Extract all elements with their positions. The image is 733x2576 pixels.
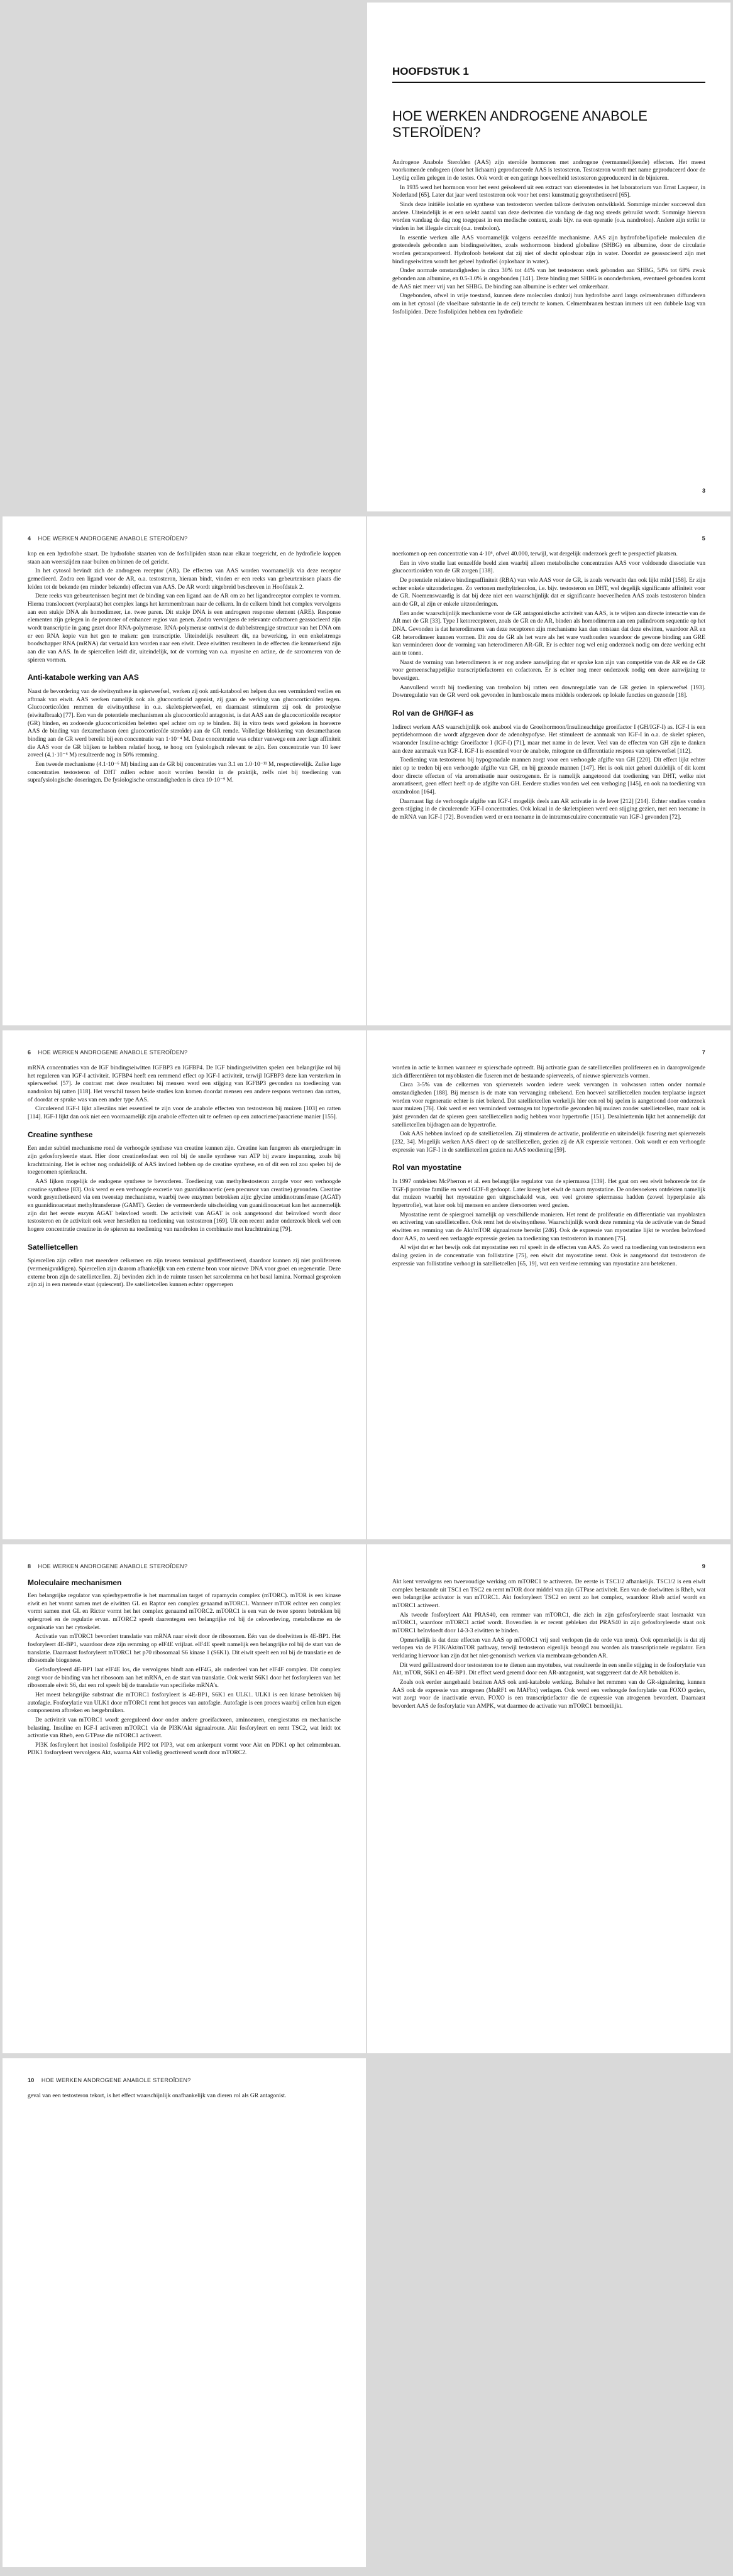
- section-heading: Anti-katabole werking van AAS: [28, 673, 139, 682]
- page-9: [367, 1544, 730, 2053]
- paragraph: Het meest belangrijke substraat die mTORC1 fosforyleert is 4E-BP1, S6K1 en ULK1. ULK1 is een kinase betrokken bij autofagie. Fosforylatie van ULK1 door mTORC1 remt het proces van autofagie. Autofagie is een proces waarbij cellen hun eigen componenten afbreken en hergebruiken.: [28, 1691, 341, 1715]
- page-7-body: [392, 1064, 705, 1268]
- paragraph: Zoals ook eerder aangehaald bezitten AAS ook anti-katabole werking. Behalve het remmen van de GR-signalering, kunnen AAS ook de expressie van atrogenen (MuRF1 en MAFbx) verlagen. Ook werd een verhoogde fosforylatie van FOXO gezien, wat zorgt voor de inactivatie ervan. FOXO is een transcriptiefactor die de expressie van atrogenen bevordert. Daarnaast bevordert AAS de fosforylatie van AMPK, wat daarmee de activatie van mTORC1 bemoeilijkt.: [392, 1678, 705, 1710]
- paragraph: In het cytosol bevindt zich de androgeen receptor (AR). De effecten van AAS worden voornamelijk via deze receptor gemedieerd. Zodra een ligand voor de AR, o.a. testosteron, hieraan bindt, vinden er een reeks van gebeurtenissen plaats die leiden tot de bekende (en minder bekende) effecten van AAS. De AR wordt uitgebreid beschreven in Hoofdstuk 2.: [28, 567, 341, 591]
- paragraph: Een ander subtiel mechanisme rond de verhoogde synthese van creatine kunnen zijn. Creatine kan fungeren als energiedrager in zijn gefosforyleerde staat. Hier door creatinefosfaat een rol bij de snelle synthese van ATP bij zware inspanning, zoals bij krachttraining. Het is echter nog onduidelijk of AAS invloed hebben op de creatine synthese, en of dit een rol zou spelen bij de toegenomen spierkracht.: [28, 1145, 341, 1176]
- page-7: [367, 1030, 730, 1539]
- running-head: [28, 535, 341, 542]
- paragraph: Sinds deze initiële isolatie en synthese van testosteron werden talloze derivaten ontwikkeld. Sommige minder succesvol dan andere. Uiteindelijk is er een selekt aantal van deze derivaten die vandaag de dag nog steeds gebruikt wordt. Sommige hiervan worden vandaag de dag nog toegepast in een medische context, zoals bijv. na een operatie (o.a. nandrolon). Andere zijn strikt te vinden in het illegale circuit (o.a. trenbolon).: [392, 201, 705, 232]
- paragraph: mRNA concentraties van de IGF bindingseiwitten IGFBP3 en IGFBP4. De IGF bindingseiwitten spelen een belangrijke rol bij het reguleren van IGF-I activiteit. IGFBP4 heeft een remmend effect op IGF-I activiteit, terwijl IGFBP3 deze kan versterken in spierweefsel [57]. Je contrast met deze resultaten bij mensen werd een stijging van IGFBP3 gevonden na toediening van nandrolon bij ratten [118]. Het verschil tussen beide studies kan komen doordat mensen een andere respons vertonen dan ratten, of doordat er sprake was van een ander type AAS.: [28, 1064, 341, 1103]
- running-head-title: HOE WERKEN ANDROGENE ANABOLE STEROÏDEN?: [38, 535, 188, 542]
- running-head: [28, 1049, 341, 1056]
- paragraph: Akt kent vervolgens een tweevoudige werking om mTORC1 te activeren. De eerste is TSC1/2 afhankelijk. TSC1/2 is een eiwit complex bestaande uit TSC1 en TSC2 en remt mTOR door middel van zijn GTPase activiteit. Een van de doelwitten is Rheb, wat een belangrijke activator is van mTORC1. Akt fosforyleert TSC2 en remt zo het complex, waardoor Rheb actief wordt en mTORC1 activeert.: [392, 1578, 705, 1609]
- paragraph: Circa 3-5% van de celkernen van spiervezels worden iedere week vervangen in volwassen ratten onder normale omstandigheden [188]. Bij mensen is de mate van vervanging onbekend. Een hoeveel satellietcellen zouden terplaatse ingezet worden voor regeneratie echter is niet bekend. Dat satellietcellen werkelijk hier een rol bij spelen is aangetoond door onderzoek naar muizen [76]. Ook werd er een verminderd vermogen tot hypertrofie gevonden bij muizen zonder satellietcellen, maar ook is juist gevonden dat de spieren geen satellietcellen nodig hebben voor hypertrofie [151]. Desalniettemin lijkt het aannemelijk dat satellietcellen bijdragen aan de hypertrofie.: [392, 1081, 705, 1128]
- running-head-title: HOE WERKEN ANDROGENE ANABOLE STEROÏDEN?: [38, 1563, 188, 1569]
- page-number: 6: [28, 1049, 31, 1056]
- chapter-label: HOOFDSTUK 1: [392, 65, 705, 83]
- section-heading: Satellietcellen: [28, 1242, 79, 1252]
- section-heading: Rol van de GH/IGF-I as: [392, 708, 474, 718]
- paragraph: Deze reeks van gebeurtenissen begint met de binding van een ligand aan de AR om zo het ligandreceptor complex te vormen. Hierna transloceert (verplaatst) het complex langs het kernmembraan naar de celkern. In de celkern bindt het complex vervolgens aan een stukje DNA als homodimeer, i.e. twee paren. Dit stukje DNA is een androgeen response element (ARE). Response elementen zijn gelegen in de promoter of enhancer regios van genen. Zodra vervolgens de relevante cofactoren geassocieerd zijn wordt transcriptie in gang gezet door RNA-polymerase. RNA-polymerase onttwist de dubbelstrengige structuur van het DNA om er een RNA kopie van het gen te maken: gen transcriptie. Uiteindelijk resulteert dit, na bewerking, in een enkelstrengs boodschapper RNA (mRNA) dat vertaald kan worden naar een eiwit. Deze eiwitten resulteren in de effecten die kenmerkend zijn aan die van AAS. In de spiercellen leidt dit, uiteindelijk, tot de vorming van o.a. myosine en actine, de de sarcomeren van de spieren vormen.: [28, 592, 341, 663]
- page-number: 5: [702, 535, 705, 542]
- page-6-body: [28, 1064, 341, 1289]
- paragraph: Als tweede fosforyleert Akt PRAS40, een remmer van mTORC1, die zich in zijn gefosforyleerde staat losmaakt van mTORC1, waardoor mTORC1 actief wordt. Bovendien is er recent gebleken dat PRAS40 in zijn gefosforyleerde staat ook mTORC1 beïnvloedt door 14-3-3 eiwitten te binden.: [392, 1611, 705, 1634]
- paragraph: Daarnaast ligt de verhoogde afgifte van IGF-I mogelijk deels aan AR activatie in de lever [212] [214]. Echter studies vonden geen stijging in de circulerende IGF-I concentraties. Ook lokaal in de skeletspieren werd een stijging gezien, met een toename in de mRNA van IGF-I [72]. Bovendien werd er een toename in de intramusculaire concentratie van IGF-I gevonden [72].: [392, 797, 705, 821]
- paragraph: Naast de bevordering van de eiwitsynthese in spierweefsel, werken zij ook anti-katabool en helpen dus een verminderd verlies en afbraak van eiwit. AAS werken namelijk ook als glucocorticoïd agonist, zij gaan de werking van glucocorticoïden tegen. Glucocorticoïden remmen de eiwitsynthese in o.a. skeletspierweefsel, en daarnaast stimuleren zij ook de proteolyse (eiwitafbraak) [77]. Een van de potentiele mechanismen als glucocorticoïd antagonist, is dat AAS aan de glucocorticoïde receptor (GR) binden, en zodoende glucocorticoïden beletten spel achter om op te binden. Bij in vitro tests werd gekeken in hoeverre AAS de binding van dexamethason (een glucocorticoïde steroïde) aan de GR remde. Volledige blokkering van dexamethason binding aan de GR werd bereikt bij een concentratie van 1·10⁻⁴ M. Deze concentratie was echter vanwege een zeer lage affiniteit die AAS voor de GR blijken te hebben relatief hoog, te hoog om fysiologisch relevant te zijn. Een concentratie van 10 keer zoveel (4.1·10⁻⁶ M) resulteerde nog in 50% remming.: [28, 688, 341, 759]
- paragraph: Aanvullend wordt bij toediening van trenbolon bij ratten een downregulatie van de GR gezien in spierweefsel [193]. Downregulatie van de GR werd ook gevonden in lumboscale mens middels onderzoek op lokale functies en gezonde [18].: [392, 684, 705, 699]
- page-4-body: [28, 550, 341, 785]
- paragraph: Androgene Anabole Steroïden (AAS) zijn steroïde hormonen met androgene (vermannelijkende) effecten. Het meest voorkomende endogeen (door het lichaam) geproduceerde AAS is testosteron. Testosteron wordt met name geproduceerd door de Leydig cellen gelegen in de testes. Ook wordt er een geringe hoeveelheid testosteron geproduceerd in de bijnieren.: [392, 158, 705, 182]
- page-number: 4: [28, 535, 31, 542]
- paragraph: In 1935 werd het hormoon voor het eerst geïsoleerd uit een extract van stierentestes in het laboratorium van Ernst Laqueur, in Nederland [65]. Later dat jaar werd testosteron ook voor het eerst kunstmatig gesynthetiseerd [65].: [392, 183, 705, 199]
- paragraph: De activiteit van mTORC1 wordt gereguleerd door onder andere groeifactoren, aminozuren, energiestatus en mechanische belasting. Insuline en IGF-I activeren mTORC1 via de PI3K/Akt signaalroute. Akt fosforyleert en remt TSC2, wat leidt tot activatie van Rheb, een GTPase die mTORC1 activeert.: [28, 1716, 341, 1740]
- paragraph: Naast de vorming van heterodimeren is er nog andere aanwijzing dat er sprake kan zijn van competitie van de AR en de GR voor gemeenschappelijke transcriptiefactoren en cofactoren. Er is echter nog meer onderzoek nodig om deze aanwijzing te bevestigen.: [392, 658, 705, 682]
- section-heading: Moleculaire mechanismen: [28, 1578, 122, 1587]
- page-8: [3, 1544, 366, 2053]
- paragraph: Myostatine remt de spiergroei namelijk op verschillende manieren. Het remt de proliferatie en differentiatie van myoblasten en activering van satellietcellen. Ook remt het de eiwitsynthese. Waarschijnlijk wordt deze remming via de activatie van de Smad eiwitten en remming van de Akt/mTOR signaalroute bereikt [246]. Ook de expressie van myostatine lijkt te worden beïnvloed door AAS, zo werd een verlaagde expressie gezien na toediening van testosteron in mannen [75].: [392, 1211, 705, 1242]
- page-number: 8: [28, 1563, 31, 1569]
- page-10: [3, 2058, 366, 2567]
- paragraph: PI3K fosforyleert het inositol fosfolipide PIP2 tot PIP3, wat een ankerpunt vormt voor Akt en PDK1 op het celmembraan. PDK1 fosforyleert vervolgens Akt, waarna Akt volledig geactiveerd wordt door mTORC2.: [28, 1741, 341, 1757]
- running-head-title: HOE WERKEN ANDROGENE ANABOLE STEROÏDEN?: [41, 2077, 191, 2083]
- paragraph: Ook AAS hebben invloed op de satellietcellen. Zij stimuleren de activatie, proliferatie en uiteindelijk fusering met spiervezels [232, 34]. Mogelijk werken AAS direct op de satellietcellen, gezien zij de AR expressie vertonen. Ook wordt er een verhoogde expressie van IGF-I in de satellietcellen gezien na AAS toediening [59].: [392, 1130, 705, 1154]
- paragraph: Al wijst dat er het bewijs ook dat myostatine een rol speelt in de effecten van AAS. Zo werd na toediening van testosteron een daling gezien in de concentratie van follistatine [75], een eiwit dat myostatine remt. Ook is aangetoond dat testosteron de expressie van follistatine verhoogt in satellietcellen [65, 19], wat een verdere remming van myostatine zou betekenen.: [392, 1244, 705, 1267]
- paragraph: Gefosforyleerd 4E-BP1 laat eIF4E los, die vervolgens bindt aan eIF4G, als onderdeel van het eIF4F complex. Dit complex zorgt voor de binding van het ribosoom aan het mRNA, en de start van translatie. Ook werkt S6K1 door het fosforyleren van het ribosomale eiwit S6, dat een rol speelt bij de translatie van specifieke mRNA's.: [28, 1666, 341, 1689]
- chapter-title: HOE WERKEN ANDROGENE ANABOLE STEROÏDEN?: [392, 108, 648, 141]
- paragraph: Een in vivo studie laat eenzelfde beeld zien waarbij alleen metabolische concentraties AAS voor voldoende dissociatie van glucocorticoïden van de GR zorgen [138].: [392, 559, 705, 575]
- paragraph: Een ander waarschijnlijk mechanisme voor de GR antagonistische activiteit van AAS, is te wijten aan directe interactie van de AR met de GR [33]. Type I ketoreceptoren, zoals de GR en de AR, binden als homodimeren aan een palindroom sequentie op het DNA. Gevonden is dat heterodimeren van deze receptoren zijn mechanisme kan dan ontstaan dat deze eiwitten, waardoor AR en GR heterodimeer kunnen vormen. Dit zou de GR als het ware als het ware vasthouden waardoor de gewone binding aan GRE kan verminderen door de vorming van heterodimeren AR-GR. Er is echter nog wel enig onderzoek nodig om deze werking echt aan te tonen.: [392, 609, 705, 657]
- page-5: [367, 516, 730, 1025]
- running-head: [28, 2077, 341, 2083]
- page-3: [367, 3, 730, 511]
- paragraph: geval van een testosteron tekort, is het effect waarschijnlijk onafhankelijk van dieren rol als GR antagonist.: [28, 2092, 287, 2099]
- paragraph: Opmerkelijk is dat deze effecten van AAS op mTORC1 vrij snel verlopen (in de orde van uren). Ook opmerkelijk is dat zij verlopen via de PI3K/Akt/mTOR pathway, terwijl testosteron eigenlijk beoogd zou worden als transcriptionele regulator. Een verklaring hiervoor kan zijn dat het niet-genomisch werken via membraan-gebonden AR.: [392, 1636, 705, 1659]
- paragraph: Onder normale omstandigheden is circa 30% tot 44% van het testosteron sterk gebonden aan SHBG, 54% tot 68% zwak gebonden aan albumine, en 0.5-3.0% is ongebonden [141]. Deze binding met SHBG is ononderbroken, eventueel gebonden komt de AAS niet meer vrij van het SHBG. De binding aan albumine is echter wel omkeerbaar.: [392, 267, 705, 290]
- page-6: [3, 1030, 366, 1539]
- paragraph: worden in actie te komen wanneer er spierschade optreedt. Bij activatie gaan de satellietcellen prolifereren en in daaropvolgende zich differentiëren tot myoblasten die fuseren met de bestaande spiervezels, of nieuwe spiervezels vormen.: [392, 1064, 705, 1079]
- page-3-body: [392, 159, 705, 316]
- paragraph: De potentiele relatieve bindingsaffiniteit (RBA) van vele AAS voor de GR, is zoals verwacht dan ook lijkt mild [158]. Er zijn echter enkele uitzonderingen. Zo vertonen methyltrienolon, i.e. bijv. testosteron en DHT, wel degelijk significante affiniteit voor de GR. Noemenswaardig is dat bij deze niet een waarschijnlijk dat er significante hoeveelheden AAS zoals testosteron binden aan de GR, al zijn er enkele uitzonderingen.: [392, 576, 705, 608]
- paragraph: In essentie werken alle AAS voornamelijk volgens eenzelfde mechanisme. AAS zijn hydrofobe/lipofiele moleculen die grotendeels gebonden aan bindingseiwitten, zoals sexhormoon bindend globuline (SHBG) en albumine, door de circulatie worden getransporteerd. Hydrofoob betekent dat zij niet of slecht oplosbaar zijn in water. Doordat ze geassocieerd zijn met bindingseiwitten wordt het geheel hydrofiel (oplosbaar in water).: [392, 234, 705, 265]
- running-head: [392, 535, 705, 542]
- paragraph: Dit werd geïllustreerd door testosteron toe te dienen aan myotubes, wat resulteerde in een snelle stijging in de fosforylatie van Akt, mTOR, S6K1 en 4E-BP1. Dit effect werd geremd door een AR-antagonist, wat suggereert dat de AR betrokken is.: [392, 1661, 705, 1677]
- paragraph: AAS lijken mogelijk de endogene synthese te bevorderen. Toediening van methyltestosteron zorgde voor een verhoogde creatine synthese [83]. Ook werd er een verhoogde excretie van guanidinoacetic (een precursor van creatine) gevonden. Creatine wordt gesynthetiseerd via een tweestap mechanisme, waarbij twee enzymen betrokken zijn: glycine amidinotransferase (AGAT) en guanidinoacetaat methyltransferase (GAMT). Gezien de vermeerderde uitscheiding van guanidinoacetaat kan het aannemelijk zijn dat het eerste enzym AGAT beïnvloed wordt. De activiteit van AGAT is ook aangetoond dat beïnvloed wordt door testosteron en de activiteit ook weer herstellen na toediening van testosteron [169]. Uit een recent ander onderzoek bleek wel een hogere concentratie creatine in de spieren na toediening van nandrolon in combinatie met krachttraining [79].: [28, 1178, 341, 1233]
- page-5-body: [392, 550, 705, 822]
- paragraph: Toediening van testosteron bij hypogonadale mannen zorgt voor een verhoogde afgifte van GH [220]. Dit effect lijkt echter niet op te treden bij een verhoogde afgifte van GH, en bij gezonde mannen [147]. Het is ook niet geheel duidelijk of dit komt door directe effecten of via aromatisatie naar oestrogenen. Er is namelijk aangetoond dat toediening van DHT, welke niet aromatiseert, geen effect heeft op de afgifte van GH. Eerdere studies vonden wel een verhoging [145], en ook na toediening van oxandrolon [164].: [392, 756, 705, 795]
- page-number: 7: [702, 1049, 705, 1056]
- running-head: [392, 1563, 705, 1569]
- page-4: [3, 516, 366, 1025]
- paragraph: Circulerend IGF-I lijkt allesziins niet essentieel te zijn voor de anabole effecten van testosteron bij muizen [103] en ratten [114]. IGF-I lijkt dan ook niet een voornaamelijk zijn anabole effecten uit te oefenen op een autocriene/paracriene manier [155].: [28, 1105, 341, 1120]
- page-9-body: [392, 1578, 705, 1711]
- running-head-title: HOE WERKEN ANDROGENE ANABOLE STEROÏDEN?: [38, 1049, 188, 1056]
- paragraph: In 1997 ontdekten McPherron et al. een belangrijke regulator van de spiermassa [139]. Het gaat om een eiwit behorende tot de TGF-β proteïne familie en werd GDF-8 gedoopt. Later kreeg het eiwit de naam myostatine. De ondersoekers ontdekten namelijk dat muizen waarbij het myostatine gen uitgeschakeld was, een veel grotere spiermassa hadden (zowel hyperplasie als hypertrofie), wat later ook bij mensen en andere diersoorten werd gezien.: [392, 1178, 705, 1209]
- page-number: 3: [702, 488, 705, 494]
- paragraph: Spiercellen zijn cellen met meerdere celkernen en zijn tevens terminaal gedifferentieerd, daardoor kunnen zij niet prolifereren (vermenigvuldigen). Spiercellen zijn daarom afhankelijk van een externe bron voor nieuwe DNA voor groei en regeneratie. Deze externe bron zijn de satellietcellen. Zij bevinden zich in de ruimte tussen het sarcolemma en het basal lamina. Normaal gesproken zijn zij in een rustende staat (quiescent). De satellietcellen kunnen echter opgeroepen: [28, 1257, 341, 1289]
- paragraph: Indirect werken AAS waarschijnlijk ook anabool via de Groeihormoon/Insulineachtige groeifactor I (GH/IGF-I) as. IGF-I is een peptidehormoon die wordt afgegeven door de adenohypofyse. Het stimuleert de aanmaak van IGF-I in o.a. de skelet spieren, waaronder Insuline-achtige Groeifactor I (IGF-I) [71], maar met name in de lever. Veel van de effecten van GH zijn te danken aan deze aanmaak van IGF-I. IGF-I is essentieel voor de anabole, mitogene en differentiatie respons van spierweefsel [112].: [392, 723, 705, 755]
- paragraph: Activatie van mTORC1 bevordert translatie van mRNA naar eiwit door de ribosomen. Eén van de doelwitten is 4E-BP1. Het fosforyleert 4E-BP1, waardoor deze zijn remming op eIF4E vrijlaat. eIF4E speelt namelijk een belangrijke rol bij de start van de translatie. Daarnaast fosforyleert mTORC1 het p70 ribosomaal S6 kinase 1 (S6K1). Dit eiwit speelt een rol bij de translatie en de ribosomale biogenese.: [28, 1633, 341, 1664]
- section-heading: Rol van myostatine: [392, 1163, 462, 1172]
- paragraph: Een tweede mechanisme (4.1·10⁻⁶ M) binding aan de GR bij concentraties van 3.1 en 1.0·10⁻¹¹ M, respectievelijk. Zulke lage concentraties testosteron of DHT zullen echter nooit worden bereikt in de praktijk, zelfs niet bij toediening van suprafysiologische doseringen. De fysiologische omstandigheden is circa 10·10⁻⁹ M.: [28, 760, 341, 784]
- paragraph: kop en een hydrofobe staart. De hydrofobe staarten van de fosfolipiden staan naar elkaar toegericht, en de hydrofiele koppen staan aan weerszijden naar buiten en binnen de cel gericht.: [28, 550, 341, 565]
- section-heading: Creatine synthese: [28, 1130, 93, 1139]
- page-10-body: [28, 2092, 341, 2100]
- page-number: 9: [702, 1563, 705, 1569]
- page-8-body: [28, 1592, 341, 1757]
- running-head: [28, 1563, 341, 1569]
- running-head: [392, 1049, 705, 1056]
- page-number: 10: [28, 2077, 35, 2083]
- paragraph: noerkomen op een concentratie van 4·10⁶, ofwel 40.000, terwijl, wat dergelijk onderzoek geeft te perspectief plaatsen.: [392, 550, 678, 557]
- paragraph: Een belangrijke regulator van spierhypertrofie is het mammalian target of rapamycin complex (mTORC). mTOR is een kinase eiwit en het vormt samen met de eiwitten GL en Raptor een complex genaamd mTORC1. Wanneer mTOR echter een complex vormt samen met GL en Rictor vormt het het complex genaamd mTORC2. mTORC1 is een van de twee sporen betrokken bij spiergroei en de regulatie ervan. mTORC2 speelt daarentegen een belangrijke rol bij de celoverleving, metabolisme en de organisatie van het cytoskelet.: [28, 1592, 341, 1631]
- paragraph: Ongebonden, ofwel in vrije toestand, kunnen deze moleculen dankzij hun hydrofobe aard langs celmembranen diffunderen om in het cytosol (de vloeibare substantie in de cel) terecht te komen. Celmembranen bestaan immers uit een dubbele laag van fosfolipiden. Deze fosfolipiden hebben een hydrofiele: [392, 292, 705, 315]
